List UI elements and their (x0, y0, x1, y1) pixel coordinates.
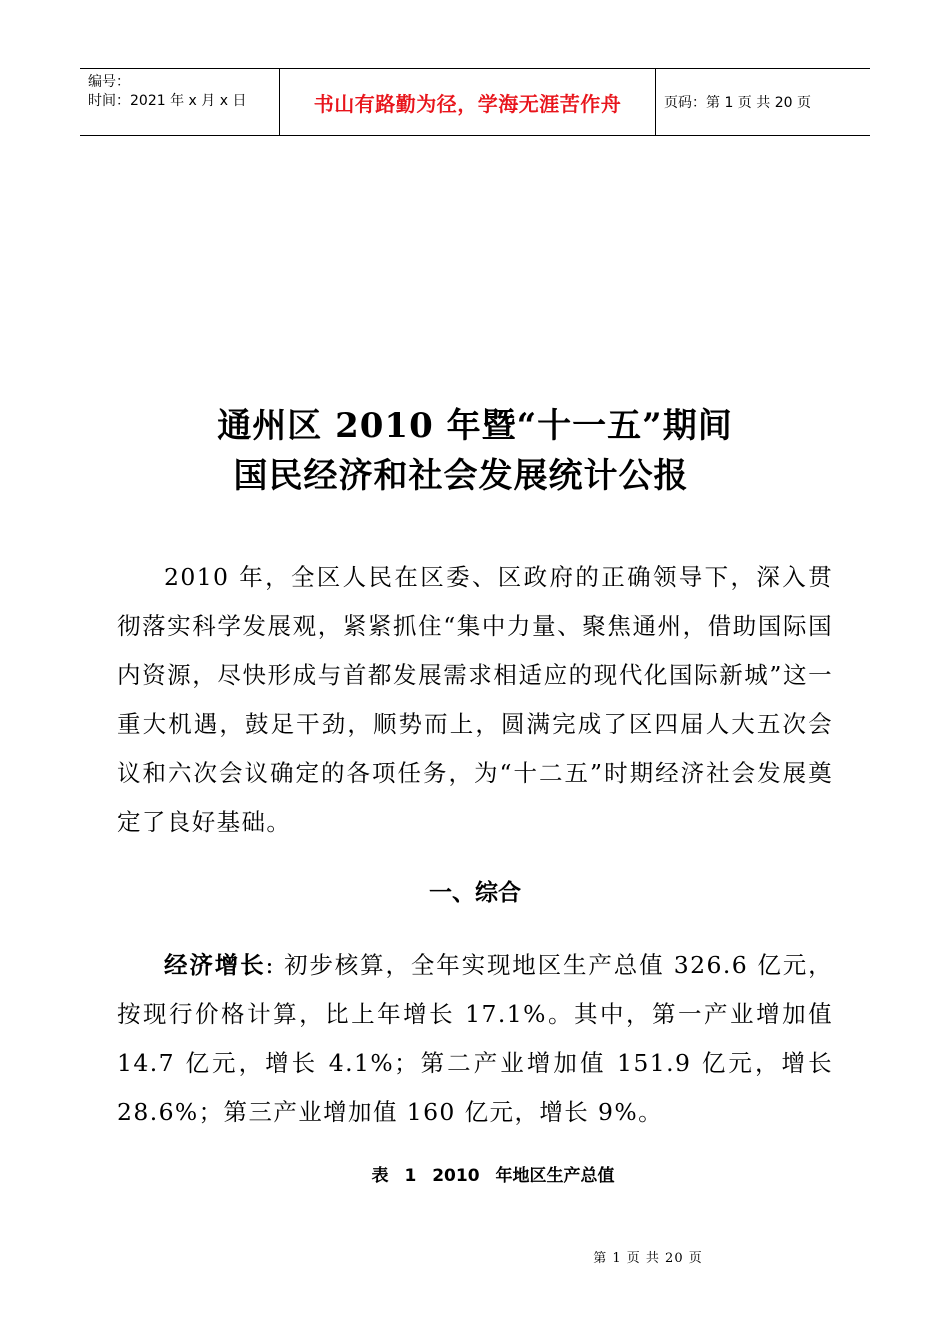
section-heading: 一、综合 (429, 880, 521, 906)
economic-growth-lead: 经济增长 (164, 951, 266, 979)
document-time-label: 时间：2021 年 x 月 x 日 (88, 93, 247, 109)
document-title-line-2: 国民经济和社会发展统计公报 (233, 456, 689, 496)
table-caption: 表 1 2010 年地区生产总值 (371, 1166, 615, 1186)
header-page-info: 页码：第 1 页 共 20 页 (664, 95, 811, 111)
economic-growth-text: : 初步核算，全年实现地区生产总值 326.6 亿元，按现行价格计算，比上年增长 17.1%。其中，第一产业增加值 14.7 亿元，增长 4.1%；第二产业增加值 151.9 亿元，增长 28.6%；第三产业增加值 160 亿元，增长 9%。 (117, 951, 833, 1126)
page-footer: 第 1 页 共 20 页 (593, 1251, 703, 1266)
document-number-label: 编号： (88, 74, 130, 90)
header-meta (80, 69, 280, 135)
header-motto: 书山有路勤为径，学海无涯苦作舟 (280, 69, 656, 135)
document-title-line-1: 通州区 2010 年暨“十一五”期间 (217, 406, 733, 446)
page-header (80, 68, 870, 136)
economic-growth-paragraph (117, 941, 833, 1137)
intro-paragraph: 2010 年，全区人民在区委、区政府的正确领导下，深入贯彻落实科学发展观，紧紧抓住“集中力量、聚焦通州，借助国际国内资源，尽快形成与首都发展需求相适应的现代化国际新城”这一重大机遇，鼓足干劲，顺势而上，圆满完成了区四届人大五次会议和六次会议确定的各项任务，为“十二五”时期经济社会发展奠定了良好基础。 (117, 563, 833, 836)
